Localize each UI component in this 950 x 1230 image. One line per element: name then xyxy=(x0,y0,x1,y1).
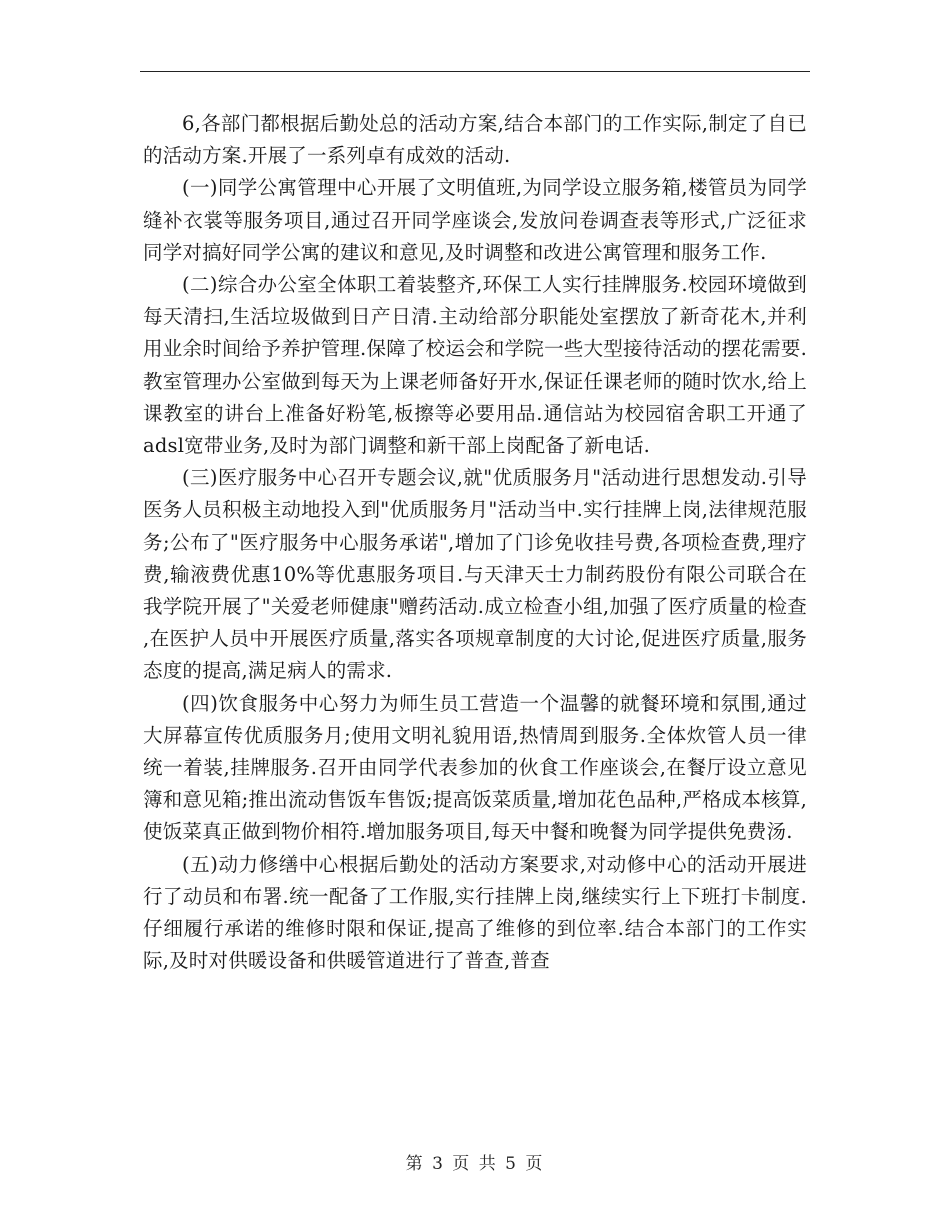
document-body xyxy=(143,108,807,977)
paragraph-maintenance-center: (五)动力修缮中心根据后勤处的活动方案要求,对动修中心的活动开展进行了动员和布署.统一配备了工作服,实行挂牌上岗,继续实行上下班打卡制度.仔细履行承诺的维修时限和保证,提高了维修的到位率.结合本部门的工作实际,及时对供暖设备和供暖管道进行了普查,普查 xyxy=(143,852,807,973)
paragraph-student-apartment: (一)同学公寓管理中心开展了文明值班,为同学设立服务箱,楼管员为同学缝补衣裳等服务项目,通过召开同学座谈会,发放问卷调查表等形式,广泛征求同学对搞好同学公寓的建议和意见,及时调整和改进公寓管理和服务工作. xyxy=(143,176,807,264)
paragraph-intro: 6,各部门都根据后勤处总的活动方案,结合本部门的工作实际,制定了自已的活动方案.开展了一系列卓有成效的活动. xyxy=(143,112,807,168)
header-rule xyxy=(140,71,810,72)
paragraph-dining-center: (四)饮食服务中心努力为师生员工营造一个温馨的就餐环境和氛围,通过大屏幕宣传优质服务月;使用文明礼貌用语,热情周到服务.全体炊管人员一律统一着装,挂牌服务.召开由同学代表参加的伙食工作座谈会,在餐厅设立意见簿和意见箱;推出流动售饭车售饭;提高饭菜质量,增加花色品种,严格成本核算,使饭菜真正做到物价相符.增加服务项目,每天中餐和晚餐为同学提供免费汤. xyxy=(143,691,807,844)
paragraph-general-office: (二)综合办公室全体职工着装整齐,环保工人实行挂牌服务.校园环境做到每天清扫,生活垃圾做到日产日清.主动给部分职能处室摆放了新奇花木,并利用业余时间给予养护管理.保障了校运会和学院一些大型接待活动的摆花需要.教室管理办公室做到每天为上课老师备好开水,保证任课老师的随时饮水,给上课教室的讲台上准备好粉笔,板擦等必要用品.通信站为校园宿舍职工开通了adsl宽带业务,及时为部门调整和新干部上岗配备了新电话. xyxy=(143,273,807,458)
paragraph-medical-center: (三)医疗服务中心召开专题会议,就"优质服务月"活动进行思想发动.引导医务人员积极主动地投入到"优质服务月"活动当中.实行挂牌上岗,法律规范服务;公布了"医疗服务中心服务承诺",增加了门诊免收挂号费,各项检查费,理疗费,输液费优惠10%等优惠服务项目.与天津天士力制药股份有限公司联合在我学院开展了"关爱老师健康"赠药活动.成立检查小组,加强了医疗质量的检查 ,在医护人员中开展医疗质量,落实各项规章制度的大讨论,促进医疗质量,服务态度的提高,满足病人的需求. xyxy=(143,466,807,683)
page-number-footer: 第 3 页 共 5 页 xyxy=(405,1154,545,1174)
